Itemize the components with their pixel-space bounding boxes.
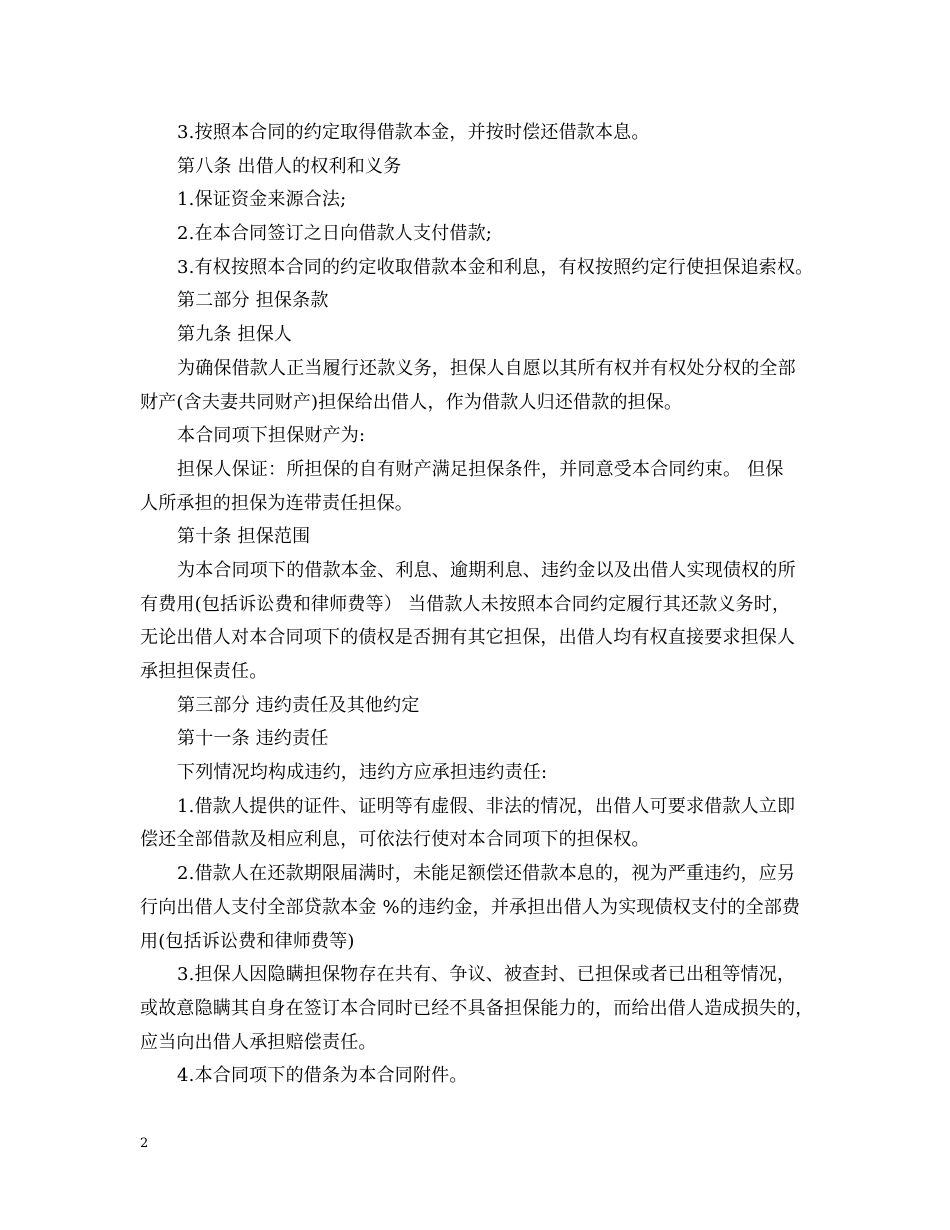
text-line: 行向出借人支付全部贷款本金 %的违约金，并承担出借人为实现债权支付的全部费 — [140, 896, 801, 918]
text-line: 承担担保责任。 — [140, 661, 268, 682]
article-heading: 第九条 担保人 — [177, 324, 293, 346]
text-line: 为确保借款人正当履行还款义务，担保人自愿以其所有权并有权处分权的全部 — [177, 357, 796, 379]
text-line: 财产(含夫妻共同财产)担保给出借人，作为借款人归还借款的担保。 — [140, 391, 683, 413]
section-heading: 第二部分 担保条款 — [177, 290, 329, 312]
article-heading: 第八条 出借人的权利和义务 — [177, 155, 402, 177]
text-line: 担保人保证：所担保的自有财产满足担保条件，并同意受本合同约束。 但保 — [177, 458, 784, 480]
text-line: 2.在本合同签订之日向借款人支付借款; — [177, 223, 493, 245]
text-line: 无论出借人对本合同项下的债权是否拥有其它担保，出借人均有权直接要求担保人 — [140, 627, 796, 649]
text-line: 有费用(包括诉讼费和律师费等） 当借款人未按照本合同约定履行其还款义务时， — [140, 593, 791, 615]
text-line: 偿还全部借款及相应利息，可依法行使对本合同项下的担保权。 — [140, 829, 650, 851]
text-line: 2.借款人在还款期限届满时，未能足额偿还借款本息的，视为严重违约，应另 — [177, 863, 796, 885]
text-line: 应当向出借人承担赔偿责任。 — [140, 1031, 377, 1053]
section-heading: 第三部分 违约责任及其他约定 — [177, 694, 420, 716]
text-line: 3.按照本合同的约定取得借款本金，并按时偿还借款本息。 — [177, 122, 650, 143]
text-line: 为本合同项下的借款本金、利息、逾期利息、违约金以及出借人实现债权的所 — [177, 559, 796, 581]
text-line: 或故意隐瞒其自身在签订本合同时已经不具备担保能力的，而给出借人造成损失的， — [140, 997, 814, 1019]
text-line: 1.借款人提供的证件、证明等有虚假、非法的情况，出借人可要求借款人立即 — [177, 795, 796, 817]
text-line: 下列情况均构成违约，违约方应承担违约责任: — [177, 762, 548, 784]
text-line: 4.本合同项下的借条为本合同附件。 — [177, 1065, 468, 1087]
document-body — [140, 116, 820, 1093]
text-line: 3.担保人因隐瞒担保物存在共有、争议、被查封、已担保或者已出租等情况， — [177, 964, 796, 986]
article-heading: 第十一条 违约责任 — [177, 728, 329, 750]
text-line: 本合同项下担保财产为: — [177, 425, 366, 447]
text-line: 1.保证资金来源合法; — [177, 189, 347, 211]
text-line: 人所承担的担保为连带责任担保。 — [140, 492, 413, 514]
text-line: 3.有权按照本合同的约定收取借款本金和利息，有权按照约定行使担保追索权。 — [177, 256, 814, 278]
page-number: 2 — [140, 1136, 149, 1151]
text-line: 用(包括诉讼费和律师费等) — [140, 930, 355, 952]
article-heading: 第十条 担保范围 — [177, 526, 311, 548]
